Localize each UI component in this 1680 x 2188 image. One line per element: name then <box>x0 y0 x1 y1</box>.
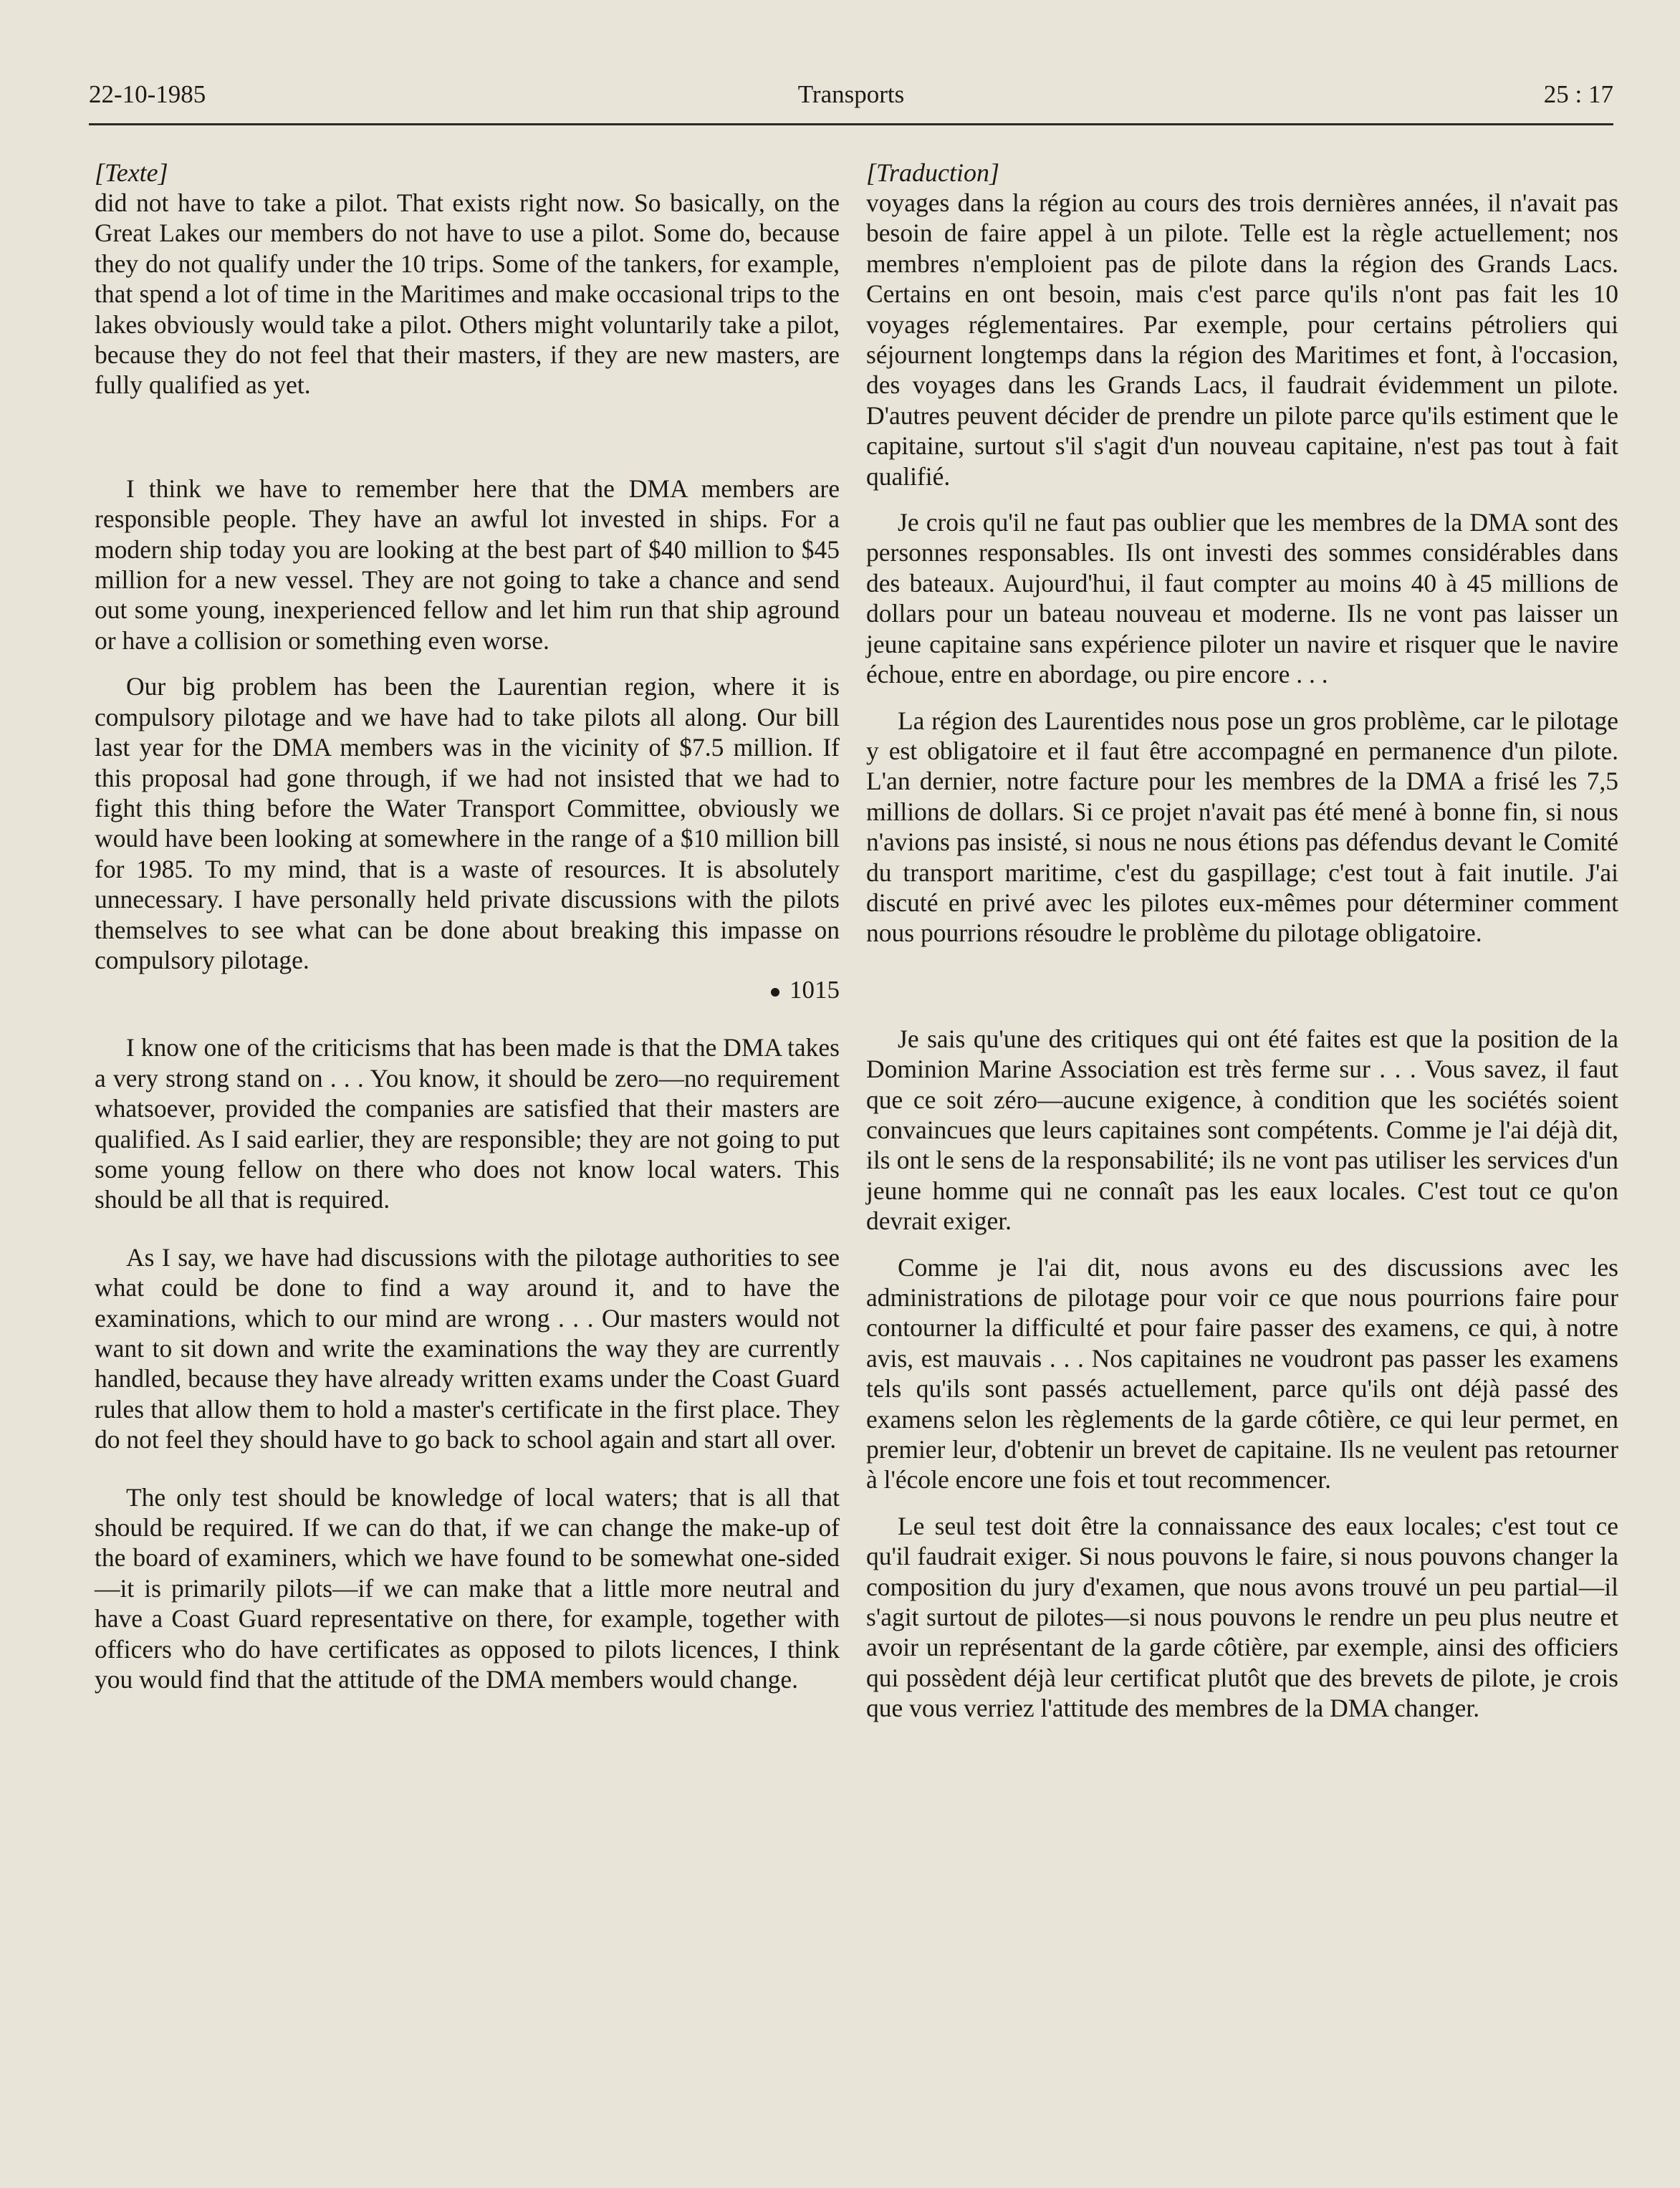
english-column <box>95 158 840 1694</box>
bullet-icon <box>771 988 779 997</box>
paragraph: I know one of the criticisms that has been made is that the DMA takes a very strong stand on . . . You know, it should be zero—no requirement whatsoever, provided the companies are satisfied that their masters are qualified. As I said earlier, they are responsible; they are not going to put some young fellow on there who does not know local waters. This should be all that is required. <box>95 1033 840 1214</box>
paragraph: did not have to take a pilot. That exists right now. So basically, on the Great Lakes our members do not have to use a pilot. Some do, because they do not qualify under the 10 trips. Some of the tankers, for example, that spend a lot of time in the Maritimes and make occasional trips to the lakes obviously would take a pilot. Others might voluntarily take a pilot, because they do not feel that their masters, if they are new masters, are fully qualified as yet. <box>95 188 840 400</box>
paragraph: I think we have to remember here that the DMA members are responsible people. They have an awful lot invested in ships. For a modern ship today you are looking at the best part of $40 million to $45 million for a new vessel. They are not going to take a chance and send out some young, inexperienced fellow and let him run that ship aground or have a collision or something even worse. <box>95 474 840 655</box>
paragraph: Le seul test doit être la connaissance des eaux locales; c'est tout ce qu'il faudrait exiger. Si nous pouvons le faire, si nous pouvons changer la composition du jury d'examen, que nous avons trouvé un peu partial—il s'agit surtout de pilotes—si nous pouvons le rendre un peu plus neutre et avoir un représentant de la garde côtière, par exemple, ainsi des officiers qui possèdent déjà leur certificat plutôt que des brevets de pilote, je crois que vous verriez l'attitude des membres de la DMA changer. <box>866 1511 1618 1723</box>
time-marker <box>95 975 840 1005</box>
time-marker-text: 1015 <box>789 976 840 1004</box>
header-page-number: 25 : 17 <box>1543 80 1613 108</box>
header-title: Transports <box>797 80 905 108</box>
paragraph: La région des Laurentides nous pose un gros problème, car le pilotage y est obligatoire et il faut être accompagné en permanence d'un pilote. L'an dernier, notre facture pour les membres de la DMA a frisé les 7,5 millions de dollars. Si ce projet n'avait pas été mené à bonne fin, si nous n'avions pas insisté, si nous ne nous étions pas défendus devant le Comité du transport maritime, c'est du gaspillage; c'est tout à fait inutile. J'ai discuté en privé avec les pilotes eux-mêmes pour déterminer comment nous pourrions résoudre le problème du pilotage obligatoire. <box>866 706 1618 948</box>
page-header <box>89 80 1613 125</box>
french-column <box>866 158 1618 1724</box>
paragraph: As I say, we have had discussions with the pilotage authorities to see what could be done to find a way around it, and to have the examinations, which to our mind are wrong . . . Our masters would not want to sit down and write the examinations the way they are currently handled, because they have already written exams under the Coast Guard rules that allow them to hold a master's certificate in the first place. They do not feel they should have to go back to school again and start all over. <box>95 1242 840 1454</box>
paragraph: voyages dans la région au cours des trois dernières années, il n'avait pas besoin de faire appel à un pilote. Telle est la règle actuellement; nos membres n'emploient pas de pilote dans la région des Grands Lacs. Certains en ont besoin, mais c'est parce qu'ils n'ont pas fait les 10 voyages réglementaires. Par exemple, pour certains pétroliers qui séjournent longtemps dans la région des Maritimes et font, à l'occasion, des voyages dans les Grands Lacs, il faudrait évidemment un pilote. D'autres peuvent décider de prendre un pilote parce qu'ils estiment que le capitaine, surtout s'il s'agit d'un nouveau capitaine, n'est pas tout à fait qualifié. <box>866 188 1618 491</box>
translation-label: [Traduction] <box>866 158 1000 187</box>
header-date: 22-10-1985 <box>89 80 206 108</box>
paragraph: Je crois qu'il ne faut pas oublier que les membres de la DMA sont des personnes responsables. Ils ont investi des sommes considérables dans des bateaux. Aujourd'hui, il faut compter au moins 40 à 45 millions de dollars pour un bateau nouveau et moderne. Ils ne vont pas laisser un jeune capitaine sans expérience piloter un navire et risquer que le navire échoue, entre en abordage, ou pire encore . . . <box>866 508 1618 689</box>
paragraph: Comme je l'ai dit, nous avons eu des discussions avec les administrations de pilotage pour voir ce que nous pourrions faire pour contourner la difficulté et pour faire passer des examens, ce qui, à notre avis, est mauvais . . . Nos capitaines ne voudront pas passer les examens tels qu'ils sont passés actuellement, parce qu'ils ont déjà passé des examens selon les règlements de la garde côtière, ce qui leur permet, en premier leur, d'obtenir un brevet de capitaine. Ils ne veulent pas retourner à l'école encore une fois et tout recommencer. <box>866 1252 1618 1494</box>
paragraph: Je sais qu'une des critiques qui ont été faites est que la position de la Dominion Marine Association est très ferme sur . . . Vous savez, il faut que ce soit zéro—aucune exigence, à condition que les sociétés soient convaincues que leurs capitaines sont compétents. Comme je l'ai déjà dit, ils ont le sens de la responsabilité; ils ne vont pas utiliser les services d'un jeune homme qui ne connaît pas les eaux locales. C'est tout ce qu'on devrait exiger. <box>866 1024 1618 1236</box>
text-label: [Texte] <box>95 158 168 187</box>
paragraph: Our big problem has been the Laurentian region, where it is compulsory pilotage and we have had to take pilots all along. Our bill last year for the DMA members was in the vicinity of $7.5 million. If this proposal had gone through, if we had not insisted that we had to fight this thing before the Water Transport Committee, obviously we would have been looking at somewhere in the range of a $10 million bill for 1985. To my mind, that is a waste of resources. It is absolutely unnecessary. I have personally held private discussions with the pilots themselves to see what can be done about breaking this impasse on compulsory pilotage. <box>95 672 840 974</box>
paragraph: The only test should be knowledge of local waters; that is all that should be required. If we can do that, if we can change the make-up of the board of examiners, which we have found to be somewhat one-sided—it is primarily pilots—if we can make that a little more neutral and have a Coast Guard representative on there, for example, together with officers who do have certificates as opposed to pilots licences, I think you would find that the attitude of the DMA members would change. <box>95 1482 840 1694</box>
